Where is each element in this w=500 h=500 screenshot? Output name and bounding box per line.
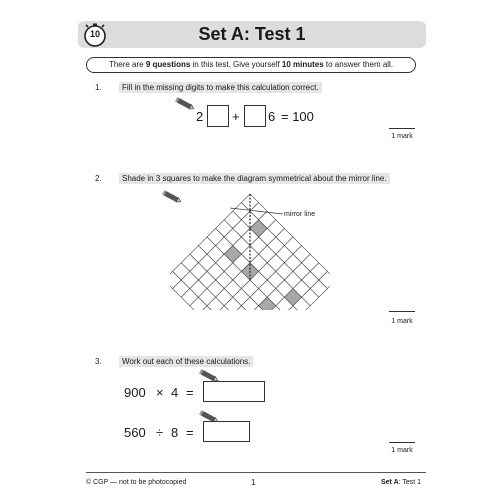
q2-mark: 1 mark bbox=[391, 318, 413, 325]
intro-text-3: to answer them all. bbox=[323, 60, 394, 69]
q1-operator: + bbox=[232, 109, 240, 124]
intro-questions: 9 questions bbox=[145, 60, 191, 69]
timer-minutes: 10 bbox=[89, 29, 100, 39]
q3b-answer-box[interactable] bbox=[203, 421, 250, 442]
footer-copyright: © CGP — not to be photocopied bbox=[86, 479, 187, 486]
question-3-number: 3. bbox=[95, 357, 102, 366]
page-title: Set A: Test 1 bbox=[198, 24, 306, 44]
q1-digit-b: 6 bbox=[268, 109, 276, 124]
page-number: 1 bbox=[251, 478, 256, 487]
mirror-line-label: mirror line bbox=[284, 211, 316, 218]
q3-mark-line bbox=[389, 442, 415, 443]
question-1-number: 1. bbox=[95, 83, 102, 92]
footer-set: Set A bbox=[381, 479, 399, 486]
q3b-number-a: 560 bbox=[124, 425, 146, 440]
question-3-text: Work out each of these calculations. bbox=[119, 356, 253, 367]
footer-divider bbox=[86, 472, 426, 473]
question-2-text: Shade in 3 squares to make the diagram symmetrical about the mirror line. bbox=[119, 173, 390, 184]
question-1-text: Fill in the missing digits to make this calculation correct. bbox=[119, 82, 322, 93]
q3a-answer-box[interactable] bbox=[203, 381, 265, 402]
q2-mark-line bbox=[389, 311, 415, 312]
q3b-equals: = bbox=[186, 425, 194, 440]
intro-text-2: in this test. Give yourself bbox=[190, 60, 282, 69]
q1-answer-box-1[interactable] bbox=[207, 105, 229, 127]
q1-digit-a: 2 bbox=[196, 109, 204, 124]
intro-text-1: There are bbox=[108, 60, 146, 69]
symmetry-grid bbox=[170, 190, 330, 310]
intro-minutes: 10 minutes bbox=[281, 60, 324, 69]
q1-mark: 1 mark bbox=[391, 133, 413, 140]
q3b-number-b: 8 bbox=[171, 425, 179, 440]
q1-answer-box-2[interactable] bbox=[244, 105, 266, 127]
q3a-equals: = bbox=[186, 385, 194, 400]
pencil-icon bbox=[174, 97, 196, 111]
q3b-operator: ÷ bbox=[156, 425, 164, 440]
q1-mark-line bbox=[389, 128, 415, 129]
q3-mark: 1 mark bbox=[391, 447, 413, 454]
q3a-number-a: 900 bbox=[124, 385, 146, 400]
q3a-number-b: 4 bbox=[171, 385, 179, 400]
footer-test: : Test 1 bbox=[398, 479, 422, 486]
q1-result: = 100 bbox=[281, 109, 314, 124]
q3a-operator: × bbox=[156, 385, 164, 400]
intro-box bbox=[86, 57, 416, 73]
footer-test-name bbox=[381, 478, 421, 487]
question-2-number: 2. bbox=[95, 174, 102, 183]
